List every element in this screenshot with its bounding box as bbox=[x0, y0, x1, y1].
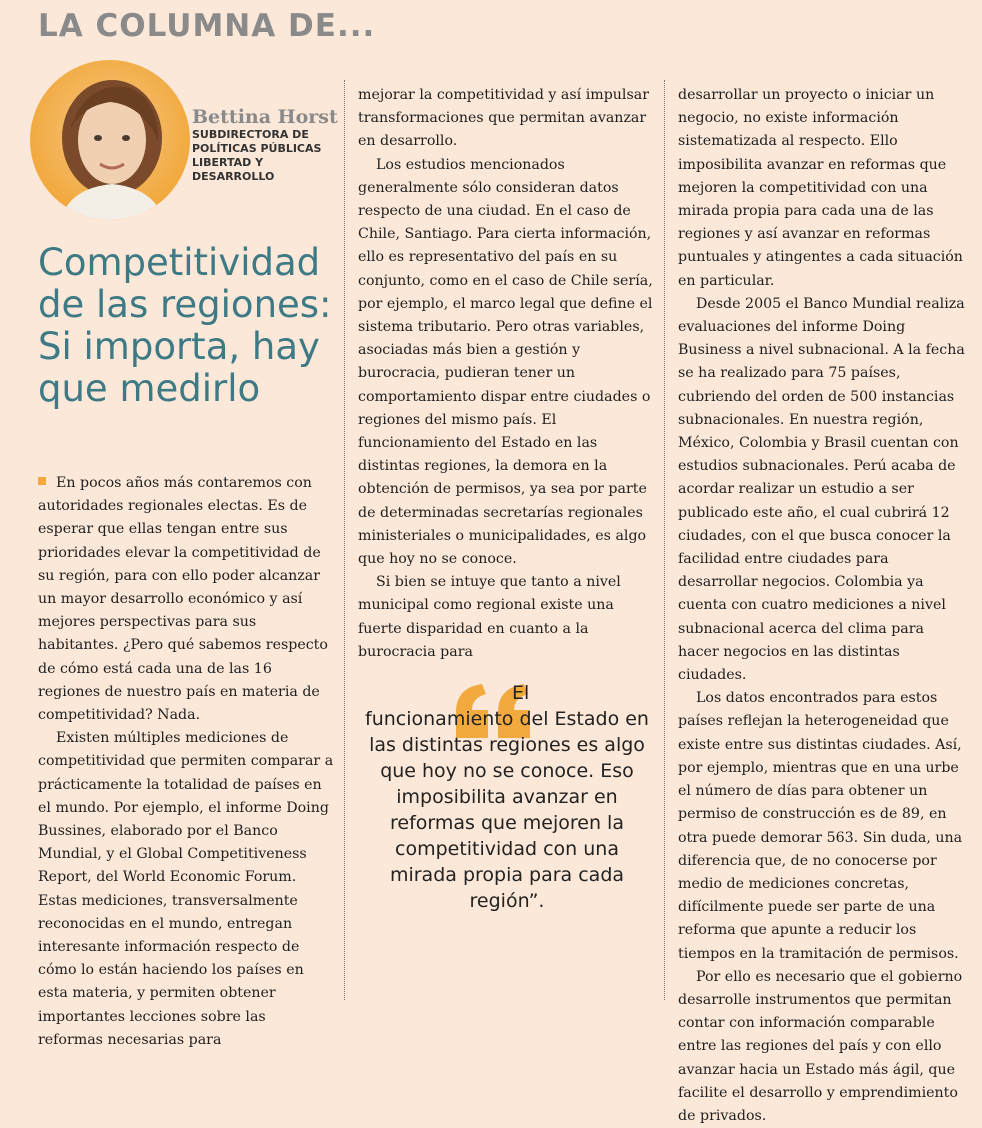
article-column-3 bbox=[678, 84, 968, 1128]
pull-quote bbox=[362, 680, 652, 914]
article-column-2 bbox=[358, 84, 654, 664]
paragraph: En pocos años más contaremos con autoridades regionales electas. Es de esperar que ellas tengan entre sus prioridades elevar la competitividad de su región, para con ello poder alcanzar un mayor desarrollo económico y así mejores perspectivas para sus habitantes. ¿Pero qué sabemos respecto de cómo está cada una de las 16 regiones de nuestro país en materia de competitividad? Nada. bbox=[38, 475, 328, 724]
paragraph: Por ello es necesario que el gobierno desarrolle instrumentos que permitan contar con información comparable entre las regiones del país y con ello avanzar hacia un Estado más ágil, que facilite el desarrollo y emprendimiento de privados. bbox=[678, 968, 963, 1124]
square-bullet-icon bbox=[38, 477, 46, 485]
article-column-1 bbox=[38, 472, 334, 1052]
paragraph: mejorar la competitividad y así impulsar transformaciones que permitan avanzar en desarrollo. bbox=[358, 87, 649, 150]
paragraph: Los datos encontrados para estos países reflejan la heterogeneidad que existe entre sus distintas ciudades. Así, por ejemplo, mientras que en una urbe el número de días para obtener un permiso de construcción es de 89, en otra puede demorar 563. Sin duda, una diferencia que, de no conocerse por medio de mediciones concretas, difícilmente puede ser parte de una reforma que apunte a reducir los tiempos en la tramitación de permisos. bbox=[678, 690, 963, 962]
paragraph: Si bien se intuye que tanto a nivel municipal como regional existe una fuerte disparidad en cuanto a la burocracia para bbox=[358, 574, 621, 660]
section-label: LA COLUMNA DE... bbox=[38, 8, 376, 44]
paragraph: Los estudios mencionados generalmente sólo consideran datos respecto de una ciudad. En el caso de Chile, Santiago. Para cierta información, ello es representativo del país en su conjunto, como en el caso de Chile sería, por ejemplo, el marco legal que define el sistema tributario. Pero otras variables, asociadas más bien a gestión y burocracia, pudieran tener un comportamiento dispar entre ciudades o regiones del mismo país. El funcionamiento del Estado en las distintas regiones, la demora en la obtención de permisos, ya sea por parte de determinadas secretarías regionales ministeriales o municipalidades, es algo que hoy no se conoce. bbox=[358, 156, 653, 568]
paragraph: Existen múltiples mediciones de competitividad que permiten comparar a prácticamente la totalidad de países en el mundo. Por ejemplo, el informe Doing Bussines, elaborado por el Banco Mundial, y el Global Competitiveness Report, del World Economic Forum. Estas mediciones, transversalmente reconocidas en el mundo, entregan interesante información respecto de cómo lo están haciendo los países en esta materia, y permiten obtener importantes lecciones sobre las reformas necesarias para bbox=[38, 730, 334, 1048]
paragraph: desarrollar un proyecto o iniciar un negocio, no existe información sistematizada al respecto. Ello imposibilita avanzar en reformas que mejoren la competitividad con una mirada propia para cada una de las regiones y así avanzar en reformas puntuales y atingentes a cada situación en particular. bbox=[678, 87, 963, 289]
column-divider bbox=[664, 80, 665, 1000]
author-portrait-icon bbox=[30, 60, 190, 220]
pull-quote-lead: El bbox=[512, 682, 530, 704]
pull-quote-body: funcionamiento del Estado en las distintas regiones es algo que hoy no se conoce. Eso imposibilita avanzar en reformas que mejoren la competitividad con una mirada propia para cada región”. bbox=[365, 708, 649, 912]
author-photo bbox=[30, 60, 190, 220]
column-divider bbox=[344, 80, 345, 1000]
headline: Competitividad de las regiones: Si importa, hay que medirlo bbox=[38, 241, 332, 410]
paragraph: Desde 2005 el Banco Mundial realiza evaluaciones del informe Doing Business a nivel subnacional. A la fecha se ha realizado para 75 países, cubriendo del orden de 500 instancias subnacionales. En nuestra región, México, Colombia y Brasil cuentan con estudios subnacionales. Perú acaba de acordar realizar un estudio a ser publicado este año, el cual cubrirá 12 ciudades, con el que busca conocer la facilidad entre ciudades para desarrollar negocios. Colombia ya cuenta con cuatro mediciones a nivel subnacional acerca del clima para hacer negocios en las distintas ciudades. bbox=[678, 295, 965, 684]
author-name: Bettina Horst bbox=[192, 106, 338, 128]
author-role: SUBDIRECTORA DE POLÍTICAS PÚBLICAS LIBERTAD Y DESARROLLO bbox=[192, 128, 322, 183]
